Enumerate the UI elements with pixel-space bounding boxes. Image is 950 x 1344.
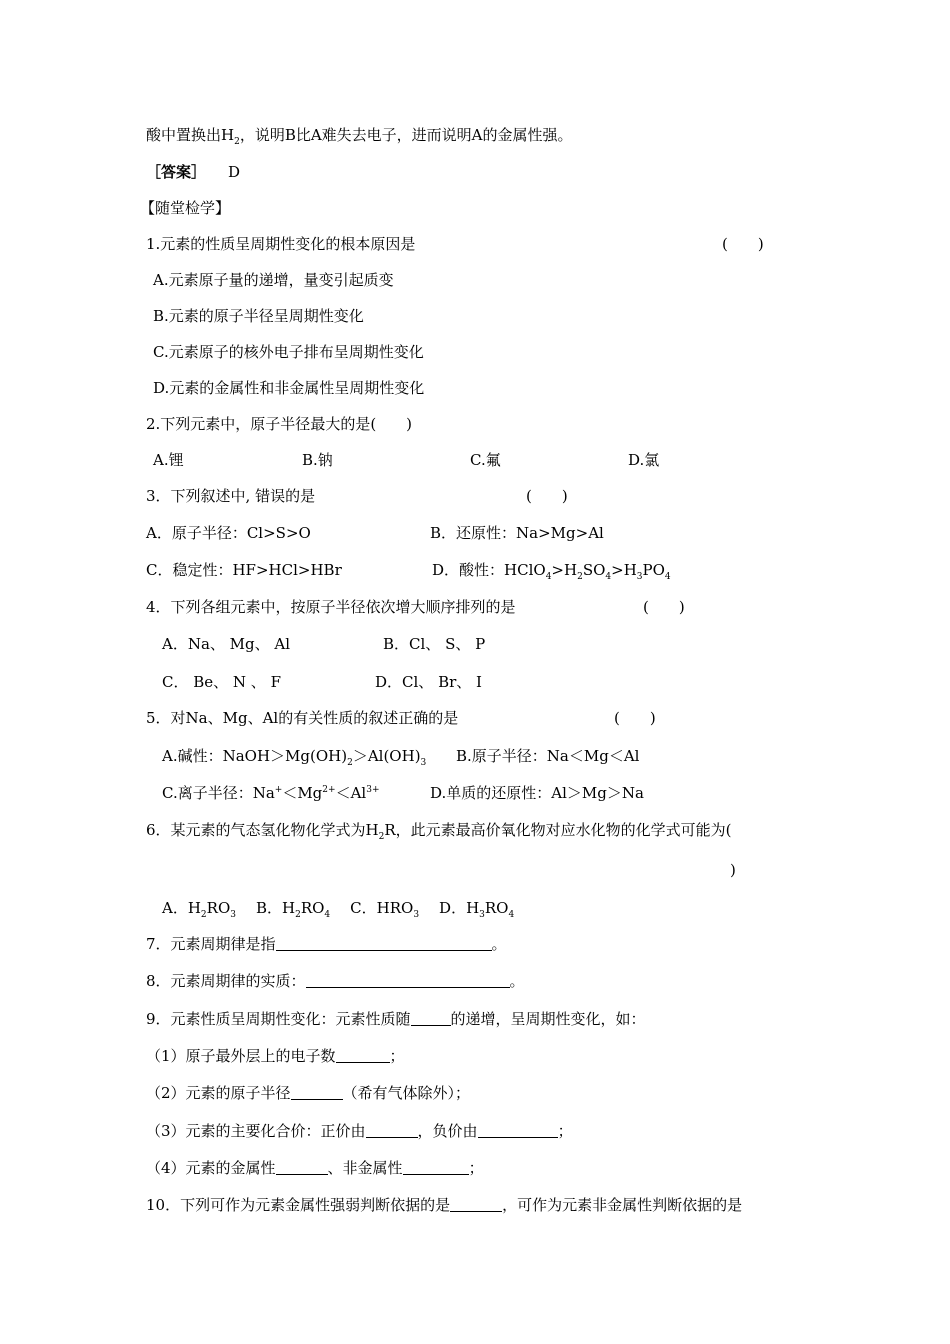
- q4-paren: ( ): [643, 598, 685, 616]
- q1-paren: ( ): [722, 235, 764, 253]
- q10-blank[interactable]: [450, 1197, 502, 1212]
- q2-option-c: C.氟: [470, 451, 501, 469]
- q1-option-b: B.元素的原子半径呈周期性变化: [153, 307, 364, 325]
- q9-item-4-blank-metal[interactable]: [276, 1160, 328, 1175]
- q8-blank[interactable]: [306, 973, 510, 988]
- q2-option-b: B.钠: [302, 451, 333, 469]
- q2-option-a: A.锂: [153, 451, 184, 469]
- q7-line: 7．元素周期律是指 。: [146, 935, 507, 953]
- q1-option-a: A.元素原子量的递增，量变引起质变: [153, 271, 394, 289]
- q6-stem: 6．某元素的气态氢化物化学式为$H_2R$，此元素最高价氧化物对应水化物的化学式可能为(: [146, 821, 732, 842]
- q9-item-4: （4）元素的金属性 、非金属性 ；: [146, 1159, 484, 1177]
- q1-stem: 1.元素的性质呈周期性变化的根本原因是: [146, 235, 416, 253]
- q6-paren-close: ): [730, 861, 736, 879]
- q3-stem: 3．下列叙述中, 错误的是: [146, 487, 316, 505]
- q3-paren: ( ): [526, 487, 568, 505]
- q9-item-2: （2）元素的原子半径 （希有气体除外）；: [146, 1084, 471, 1102]
- q9-blank[interactable]: [411, 1011, 451, 1026]
- q4-stem: 4．下列各组元素中，按原子半径依次增大顺序排列的是: [146, 598, 516, 616]
- q3-option-c: C．稳定性：HF>HCl>HBr: [146, 561, 342, 579]
- q9-item-3-blank-positive[interactable]: [366, 1123, 418, 1138]
- q3-option-d: D．酸性：$HClO_4>H_2SO_4>H_3PO_4$: [432, 561, 671, 582]
- intro-line: 酸中置换出$H_2$，说明B比A难失去电子，进而说明A的金属性强。: [146, 126, 573, 147]
- q1-option-c: C.元素原子的核外电子排布呈周期性变化: [153, 343, 424, 361]
- q9-item-2-blank[interactable]: [291, 1085, 343, 1100]
- q5-option-d: D.单质的还原性：Al＞Mg＞Na: [430, 784, 644, 802]
- q8-line: 8．元素周期律的实质： 。: [146, 972, 525, 990]
- q9-item-1: （1）原子最外层上的电子数 ；: [146, 1047, 405, 1065]
- answer-value: D: [228, 163, 241, 181]
- q6-option-c: C．$HRO_3$: [350, 899, 420, 920]
- q9-item-3-blank-negative[interactable]: [478, 1123, 558, 1138]
- q4-option-c: C． Be、 N 、 F: [162, 673, 281, 691]
- q1-option-d: D.元素的金属性和非金属性呈周期性变化: [153, 379, 425, 397]
- q4-option-d: D．Cl、 Br、 I: [375, 673, 482, 691]
- q5-stem: 5．对Na、Mg、Al的有关性质的叙述正确的是: [146, 709, 459, 727]
- q5-paren: ( ): [614, 709, 656, 727]
- q5-option-a: A.碱性：$NaOH>Mg(OH)_2>Al(OH)_3$: [162, 747, 427, 768]
- q9-item-3: （3）元素的主要化合价：正价由 ，负价由 ；: [146, 1122, 573, 1140]
- q6-options: [162, 898, 514, 918]
- q9-stem: 9．元素性质呈周期性变化：元素性质随 的递增，呈周期性变化，如：: [146, 1010, 646, 1028]
- q7-blank[interactable]: [276, 936, 492, 951]
- q6-option-a: A．$H_2RO_3$: [162, 899, 236, 920]
- q9-item-4-blank-nonmetal[interactable]: [403, 1160, 469, 1175]
- q6-option-d: D．$H_3RO_4$: [439, 899, 515, 920]
- q9-item-1-blank[interactable]: [336, 1048, 390, 1063]
- answer-label: ［答案］: [146, 163, 207, 181]
- q2-stem: 2.下列元素中，原子半径最大的是( ): [146, 415, 413, 433]
- q5-option-c: C.离子半径：$Na^+<Mg^{2+}<Al^{3+}$: [162, 784, 380, 802]
- q10-stem: 10．下列可作为元素金属性强弱判断依据的是 ，可作为元素非金属性判断依据的是: [146, 1196, 743, 1214]
- q2-option-d: D.氯: [628, 451, 660, 469]
- section-title: 【随堂检学】: [140, 199, 231, 217]
- answer-line: [146, 162, 240, 182]
- q3-option-b: B．还原性：Na>Mg>Al: [430, 524, 604, 542]
- q5-option-b: B.原子半径：Na＜Mg＜Al: [456, 747, 640, 765]
- q6-option-b: B．$H_2RO_4$: [255, 899, 331, 920]
- q4-option-a: A．Na、 Mg、 Al: [162, 635, 291, 653]
- q3-option-a: A．原子半径：Cl>S>O: [146, 524, 311, 542]
- q4-option-b: B．Cl、 S、 P: [383, 635, 486, 653]
